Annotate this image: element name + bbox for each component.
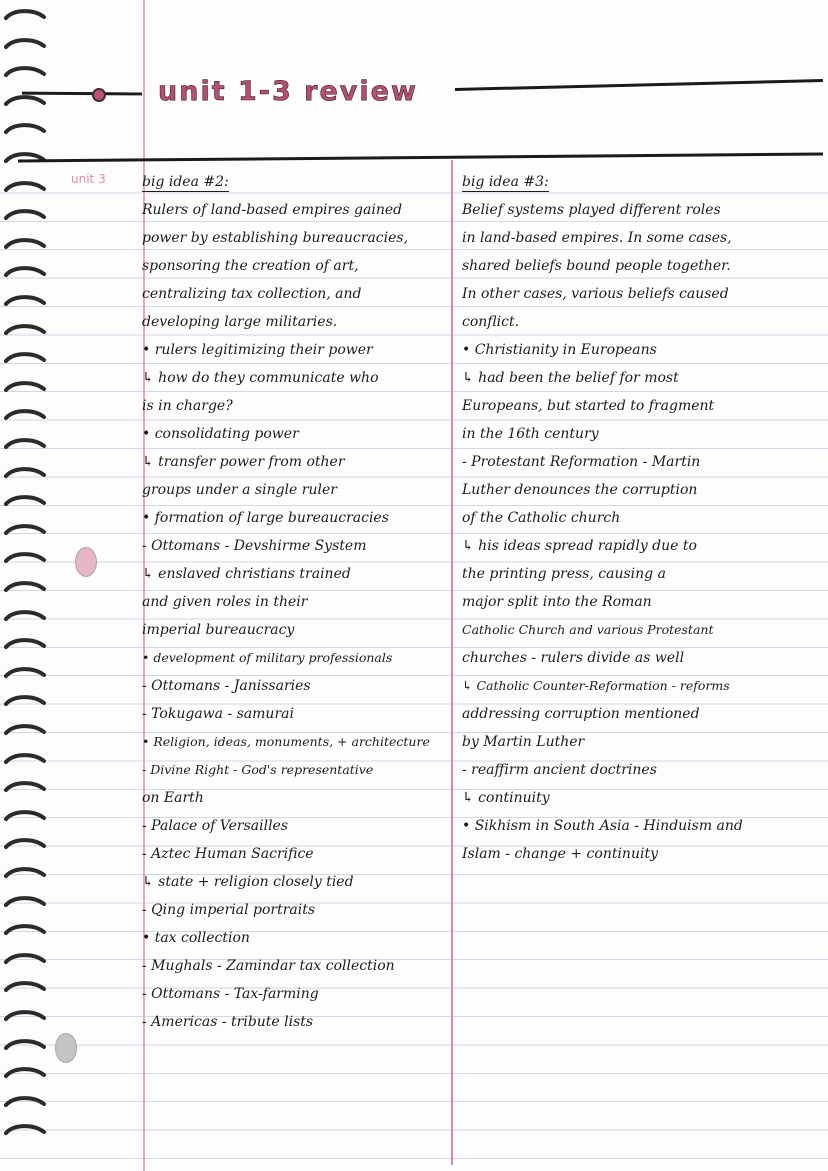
- spiral-coil: [4, 923, 48, 938]
- spiral-coil: [4, 637, 48, 652]
- right-note-text: ↳ Catholic Counter-Reformation - reforms: [462, 678, 730, 693]
- spiral-coil: [4, 294, 48, 309]
- left-note-line: [142, 420, 454, 448]
- left-note-line: [142, 1008, 454, 1036]
- left-heading: [142, 168, 454, 196]
- left-column-notes: [142, 168, 454, 1036]
- left-note-line: [142, 392, 454, 420]
- right-note-line: [462, 392, 826, 420]
- spiral-coil: [4, 1038, 48, 1053]
- right-note-text: Luther denounces the corruption: [462, 482, 698, 498]
- left-note-line: [142, 504, 454, 532]
- left-note-line: [142, 588, 454, 616]
- left-note-line: [142, 924, 454, 952]
- right-note-text: - reaffirm ancient doctrines: [462, 762, 657, 778]
- spiral-coil: [4, 180, 48, 195]
- left-note-line: [142, 784, 454, 812]
- right-note-line: [462, 420, 826, 448]
- spiral-coil: [4, 551, 48, 566]
- spiral-coil: [4, 94, 48, 109]
- right-note-line: [462, 784, 826, 812]
- left-note-text: ↳ enslaved christians trained: [142, 566, 351, 582]
- spiral-coil: [4, 37, 48, 52]
- right-note-line: [462, 644, 826, 672]
- left-note-line: [142, 560, 454, 588]
- left-note-text: and given roles in their: [142, 594, 308, 610]
- left-note-text: - Palace of Versailles: [142, 818, 289, 834]
- spiral-coil: [4, 494, 48, 509]
- right-note-text: churches - rulers divide as well: [462, 650, 685, 666]
- spiral-coil: [4, 8, 48, 23]
- right-note-line: [462, 560, 826, 588]
- left-note-line: [142, 952, 454, 980]
- spiral-coil: [4, 466, 48, 481]
- spiral-coil: [4, 1066, 48, 1081]
- right-note-text: shared beliefs bound people together.: [462, 258, 731, 274]
- left-note-text: - Mughals - Zamindar tax collection: [142, 958, 395, 974]
- right-heading: [462, 168, 826, 196]
- right-note-line: [462, 532, 826, 560]
- spiral-coil: [4, 609, 48, 624]
- left-note-line: [142, 364, 454, 392]
- spiral-coil: [4, 237, 48, 252]
- left-note-text: Rulers of land-based empires gained: [142, 202, 403, 218]
- right-note-line: [462, 812, 826, 840]
- spiral-coil: [4, 65, 48, 80]
- right-note-line: [462, 252, 826, 280]
- right-note-line: [462, 280, 826, 308]
- left-note-line: [142, 644, 454, 672]
- right-note-text: Europeans, but started to fragment: [462, 398, 715, 414]
- left-note-text: imperial bureaucracy: [142, 622, 295, 638]
- right-note-line: [462, 224, 826, 252]
- left-note-text: developing large militaries.: [142, 314, 338, 330]
- spiral-coil: [4, 437, 48, 452]
- spiral-coil: [4, 380, 48, 395]
- punch-hole-top: [75, 547, 97, 577]
- left-note-line: [142, 728, 454, 756]
- left-note-text: • Religion, ideas, monuments, + architecture: [142, 734, 430, 749]
- right-note-line: [462, 336, 826, 364]
- spiral-coil: [4, 208, 48, 223]
- left-note-line: [142, 280, 454, 308]
- left-note-text: - Tokugawa - samurai: [142, 706, 294, 722]
- left-note-line: [142, 896, 454, 924]
- right-note-line: [462, 308, 826, 336]
- left-note-text: • formation of large bureaucracies: [142, 510, 389, 526]
- left-note-text: - Ottomans - Devshirme System: [142, 538, 367, 554]
- spiral-coil: [4, 952, 48, 967]
- right-note-text: ↳ had been the belief for most: [462, 370, 679, 386]
- left-note-text: centralizing tax collection, and: [142, 286, 362, 302]
- left-note-text: - Ottomans - Tax-farming: [142, 986, 319, 1002]
- right-note-text: by Martin Luther: [462, 734, 585, 750]
- spiral-coil: [4, 895, 48, 910]
- right-note-line: [462, 728, 826, 756]
- left-note-line: [142, 840, 454, 868]
- right-note-line: [462, 448, 826, 476]
- right-note-text: ↳ continuity: [462, 790, 550, 806]
- left-note-text: power by establishing bureaucracies,: [142, 230, 409, 246]
- right-note-text: Islam - change + continuity: [462, 846, 658, 862]
- right-note-line: [462, 588, 826, 616]
- left-note-text: - Americas - tribute lists: [142, 1014, 314, 1030]
- left-note-text: • consolidating power: [142, 426, 299, 442]
- left-note-text: • development of military professionals: [142, 650, 393, 665]
- unit-tag: unit 3: [71, 172, 106, 186]
- left-note-text: - Qing imperial portraits: [142, 902, 316, 918]
- left-note-text: • tax collection: [142, 930, 250, 946]
- left-note-line: [142, 308, 454, 336]
- left-note-text: - Ottomans - Janissaries: [142, 678, 311, 694]
- spiral-coil: [4, 1095, 48, 1110]
- spiral-coil: [4, 666, 48, 681]
- left-note-text: - Aztec Human Sacrifice: [142, 846, 314, 862]
- right-note-line: [462, 672, 826, 700]
- left-note-line: [142, 448, 454, 476]
- right-note-text: addressing corruption mentioned: [462, 706, 700, 722]
- spiral-coil: [4, 523, 48, 538]
- left-note-text: is in charge?: [142, 398, 233, 414]
- right-note-line: [462, 364, 826, 392]
- right-note-text: in land-based empires. In some cases,: [462, 230, 732, 246]
- left-note-line: [142, 980, 454, 1008]
- spiral-coil: [4, 723, 48, 738]
- left-note-line: [142, 532, 454, 560]
- title-pin-dot: [92, 88, 106, 102]
- spiral-coil: [4, 580, 48, 595]
- left-note-line: [142, 616, 454, 644]
- spiral-coil: [4, 980, 48, 995]
- spiral-coil: [4, 752, 48, 767]
- left-note-line: [142, 224, 454, 252]
- right-column-notes: [462, 168, 826, 868]
- spiral-coil: [4, 265, 48, 280]
- right-note-line: [462, 476, 826, 504]
- left-note-line: [142, 700, 454, 728]
- right-note-text: ↳ his ideas spread rapidly due to: [462, 538, 697, 554]
- right-note-text: of the Catholic church: [462, 510, 621, 526]
- spiral-coil: [4, 866, 48, 881]
- left-note-text: ↳ how do they communicate who: [142, 370, 379, 386]
- right-note-line: [462, 196, 826, 224]
- right-note-text: In other cases, various beliefs caused: [462, 286, 729, 302]
- right-note-text: Belief systems played different roles: [462, 202, 721, 218]
- left-note-text: - Divine Right - God's representative: [142, 762, 374, 777]
- right-note-text: big idea #3:: [462, 174, 549, 190]
- spiral-coil: [4, 694, 48, 709]
- right-note-line: [462, 616, 826, 644]
- right-note-text: the printing press, causing a: [462, 566, 666, 582]
- left-note-text: on Earth: [142, 790, 204, 806]
- right-note-line: [462, 700, 826, 728]
- spiral-coil: [4, 1009, 48, 1024]
- left-note-line: [142, 252, 454, 280]
- left-note-line: [142, 868, 454, 896]
- spiral-binding: [0, 0, 60, 1171]
- left-note-line: [142, 336, 454, 364]
- right-note-text: • Sikhism in South Asia - Hinduism and: [462, 818, 743, 834]
- left-note-text: groups under a single ruler: [142, 482, 337, 498]
- spiral-coil: [4, 780, 48, 795]
- right-note-text: conflict.: [462, 314, 520, 330]
- right-note-line: [462, 756, 826, 784]
- spiral-coil: [4, 351, 48, 366]
- spiral-coil: [4, 1123, 48, 1138]
- right-note-text: major split into the Roman: [462, 594, 652, 610]
- left-note-text: • rulers legitimizing their power: [142, 342, 373, 358]
- left-note-text: big idea #2:: [142, 174, 229, 190]
- left-note-line: [142, 672, 454, 700]
- right-note-line: [462, 504, 826, 532]
- left-note-text: ↳ transfer power from other: [142, 454, 345, 470]
- punch-hole-bottom: [55, 1033, 77, 1063]
- right-note-text: • Christianity in Europeans: [462, 342, 657, 358]
- left-note-line: [142, 756, 454, 784]
- left-note-line: [142, 812, 454, 840]
- spiral-coil: [4, 837, 48, 852]
- right-note-text: in the 16th century: [462, 426, 599, 442]
- left-note-line: [142, 476, 454, 504]
- spiral-coil: [4, 323, 48, 338]
- page-title: unit 1-3 review: [158, 76, 418, 107]
- right-note-text: - Protestant Reformation - Martin: [462, 454, 701, 470]
- left-note-line: [142, 196, 454, 224]
- right-note-text: Catholic Church and various Protestant: [462, 622, 714, 637]
- spiral-coil: [4, 408, 48, 423]
- spiral-coil: [4, 809, 48, 824]
- right-note-line: [462, 840, 826, 868]
- spiral-coil: [4, 122, 48, 137]
- left-note-text: sponsoring the creation of art,: [142, 258, 359, 274]
- left-note-text: ↳ state + religion closely tied: [142, 874, 354, 890]
